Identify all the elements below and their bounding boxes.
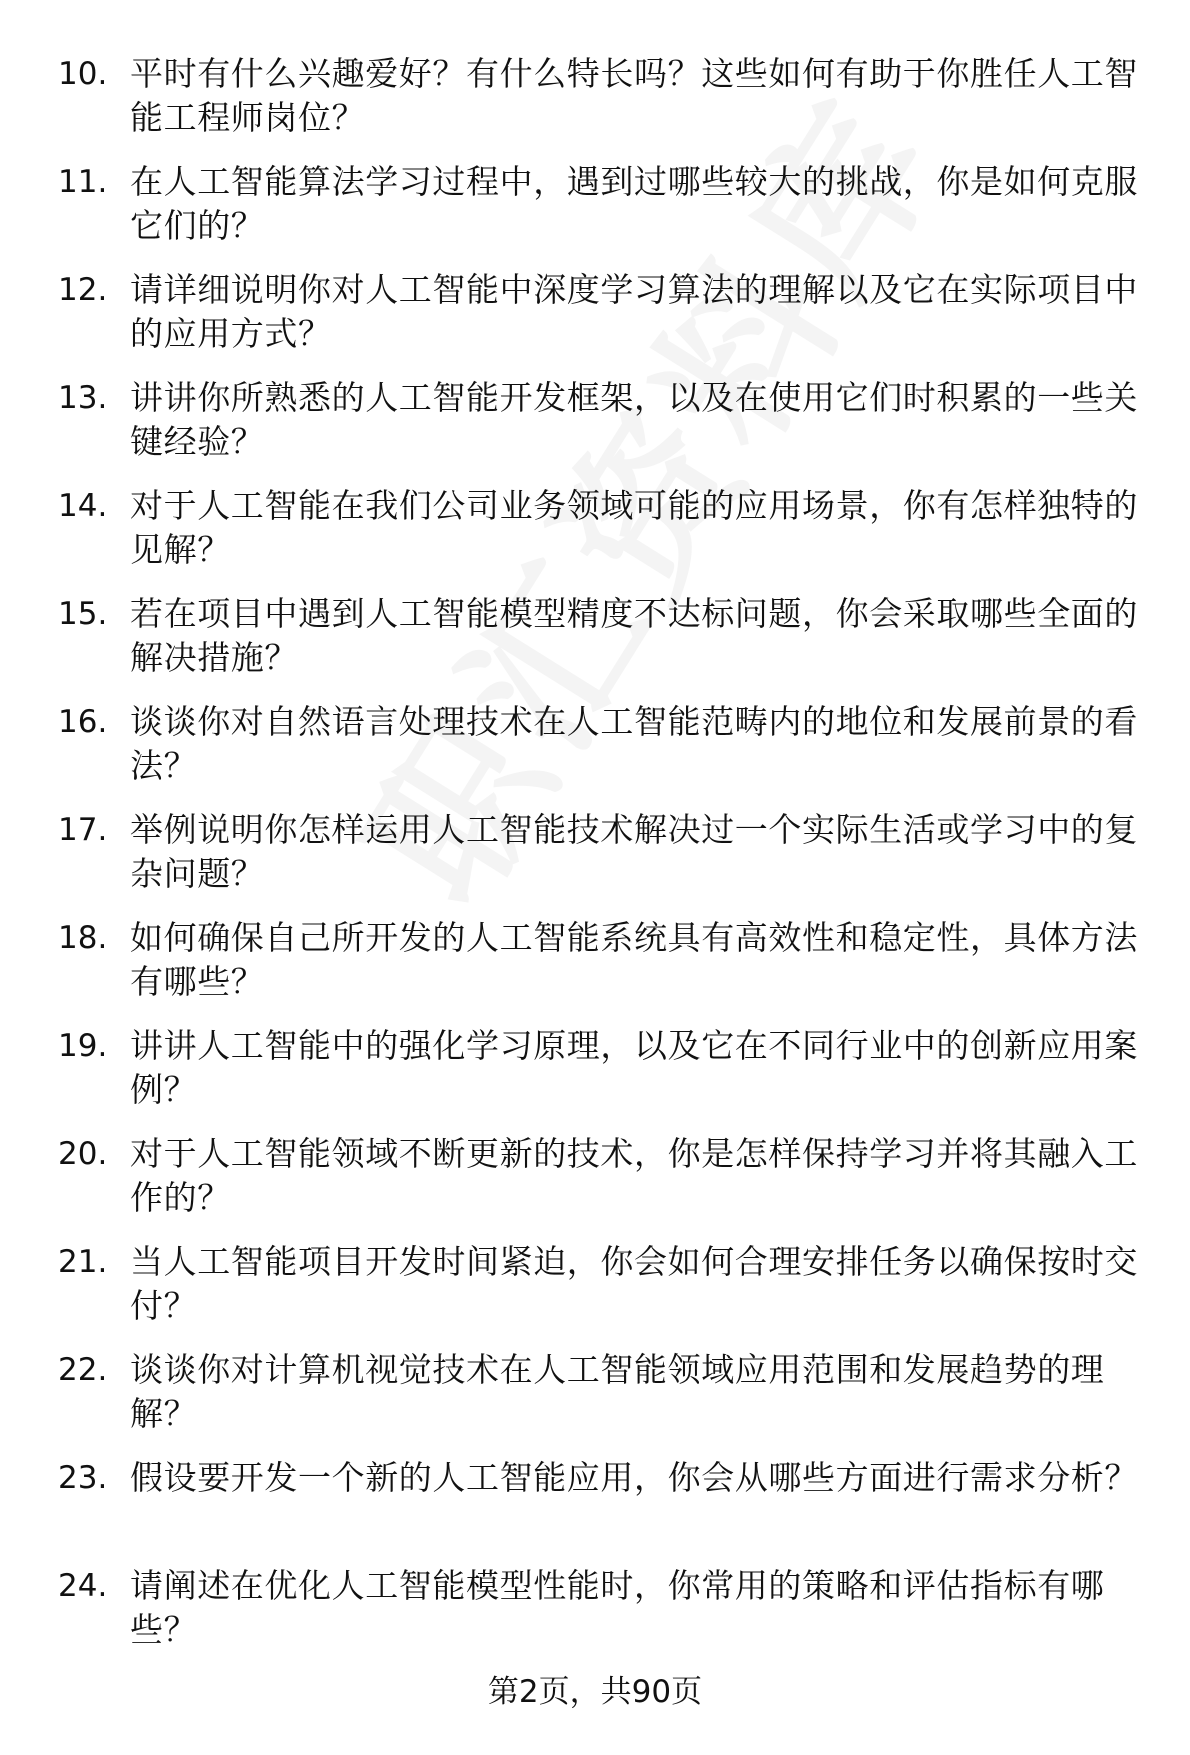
question-item (58, 1240, 1148, 1348)
question-item (58, 484, 1148, 592)
question-number: 24. (58, 1568, 108, 1604)
question-item (58, 268, 1148, 376)
question-list (58, 52, 1148, 1672)
question-text: 对于人工智能领域不断更新的技术，你是怎样保持学习并将其融入工作的？ (130, 1134, 1138, 1217)
question-item (58, 1456, 1148, 1564)
question-item (58, 376, 1148, 484)
question-item (58, 52, 1148, 160)
question-item (58, 700, 1148, 808)
question-number: 22. (58, 1352, 108, 1388)
question-text: 讲讲你所熟悉的人工智能开发框架，以及在使用它们时积累的一些关键经验？ (130, 378, 1138, 461)
question-item (58, 1348, 1148, 1456)
question-item (58, 916, 1148, 1024)
question-item (58, 1024, 1148, 1132)
question-number: 15. (58, 596, 108, 632)
question-item (58, 808, 1148, 916)
question-text: 如何确保自己所开发的人工智能系统具有高效性和稳定性，具体方法有哪些？ (130, 918, 1138, 1001)
question-item (58, 160, 1148, 268)
question-text: 若在项目中遇到人工智能模型精度不达标问题，你会采取哪些全面的解决措施？ (130, 594, 1138, 677)
question-text: 对于人工智能在我们公司业务领域可能的应用场景，你有怎样独特的见解？ (130, 486, 1138, 569)
question-text: 讲讲人工智能中的强化学习原理，以及它在不同行业中的创新应用案例？ (130, 1026, 1138, 1109)
question-text: 假设要开发一个新的人工智能应用，你会从哪些方面进行需求分析？ (130, 1458, 1138, 1497)
question-text: 谈谈你对自然语言处理技术在人工智能范畴内的地位和发展前景的看法？ (130, 702, 1138, 785)
page-footer: 第2页，共90页 (487, 1674, 703, 1710)
question-text: 举例说明你怎样运用人工智能技术解决过一个实际生活或学习中的复杂问题？ (130, 810, 1138, 893)
question-number: 21. (58, 1244, 108, 1280)
question-number: 18. (58, 920, 108, 956)
question-text: 当人工智能项目开发时间紧迫，你会如何合理安排任务以确保按时交付？ (130, 1242, 1138, 1325)
question-number: 19. (58, 1028, 108, 1064)
question-item (58, 1132, 1148, 1240)
question-text: 平时有什么兴趣爱好？有什么特长吗？这些如何有助于你胜任人工智能工程师岗位？ (130, 54, 1138, 137)
question-item (58, 592, 1148, 700)
question-number: 13. (58, 380, 108, 416)
question-number: 20. (58, 1136, 108, 1172)
question-number: 12. (58, 272, 108, 308)
question-number: 14. (58, 488, 108, 524)
question-number: 23. (58, 1460, 108, 1496)
question-text: 在人工智能算法学习过程中，遇到过哪些较大的挑战，你是如何克服它们的？ (130, 162, 1138, 245)
question-text: 谈谈你对计算机视觉技术在人工智能领域应用范围和发展趋势的理解？ (130, 1350, 1105, 1433)
question-number: 17. (58, 812, 108, 848)
question-number: 10. (58, 56, 108, 92)
question-item (58, 1564, 1148, 1672)
question-number: 16. (58, 704, 108, 740)
question-number: 11. (58, 164, 108, 200)
question-text: 请阐述在优化人工智能模型性能时，你常用的策略和评估指标有哪些？ (130, 1566, 1105, 1649)
question-text: 请详细说明你对人工智能中深度学习算法的理解以及它在实际项目中的应用方式？ (130, 270, 1138, 353)
